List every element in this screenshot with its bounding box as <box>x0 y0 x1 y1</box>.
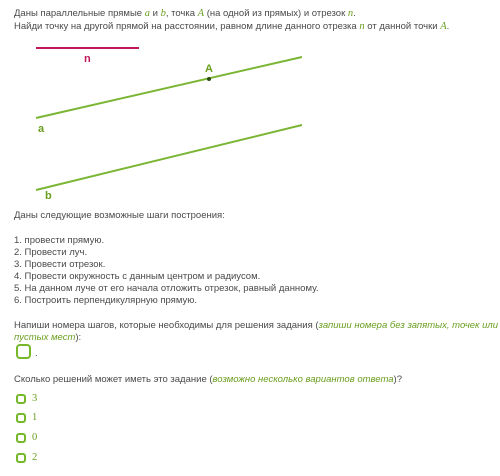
option-checkbox[interactable] <box>16 413 26 423</box>
step-item: 3. Провести отрезок. <box>14 259 106 270</box>
line-a-label: a <box>38 123 45 135</box>
math-a: a <box>144 8 150 19</box>
point-A-label: A <box>205 63 213 75</box>
answer-steps-input[interactable] <box>16 344 31 359</box>
option-label: 0 <box>32 432 38 443</box>
answer-dot: . <box>35 348 38 359</box>
option-label: 3 <box>32 393 38 404</box>
question-2-text: Сколько решений может иметь это задание (возможно несколько вариантов ответа)? <box>14 374 402 385</box>
option-checkbox[interactable] <box>16 453 26 463</box>
question-1-text: Напиши номера шагов, которые необходимы для решения задания (запиши номера без запятых, точек или <box>14 320 499 331</box>
math-n-2: n <box>359 21 365 32</box>
step-item: 6. Построить перпендикулярную прямую. <box>14 295 197 306</box>
option-checkbox[interactable] <box>16 394 26 404</box>
point-A <box>207 77 211 81</box>
option-label: 2 <box>32 452 38 463</box>
step-item: 1. провести прямую. <box>14 235 105 246</box>
line-b <box>36 125 302 190</box>
math-A: A <box>197 8 205 19</box>
steps-list <box>14 235 319 307</box>
steps-intro: Даны следующие возможные шаги построения: <box>14 210 225 221</box>
option-row[interactable] <box>16 452 37 463</box>
option-row[interactable] <box>16 393 37 404</box>
option-row[interactable] <box>16 432 37 443</box>
task-line-2: Найди точку на другой прямой на расстоянии, равном длине данного отрезка n от данной точки A. <box>14 21 450 32</box>
segment-n-label: n <box>84 53 91 65</box>
question-1-text-2: пустых мест): <box>14 332 82 343</box>
question-1-hint-2: пустых мест <box>14 332 76 343</box>
option-checkbox[interactable] <box>16 433 26 443</box>
math-n: n <box>347 8 354 19</box>
task-line-1: Даны параллельные прямые a и b, точка A (на одной из прямых) и отрезок n. <box>14 8 356 19</box>
line-b-label: b <box>45 190 52 202</box>
option-row[interactable] <box>16 412 37 423</box>
geometry-figure <box>0 0 500 210</box>
math-A-2: A <box>440 21 447 32</box>
step-item: 4. Провести окружность с данным центром и радиусом. <box>14 271 261 282</box>
question-1-hint: запиши номера без запятых, точек или <box>318 320 499 331</box>
option-label: 1 <box>32 412 38 423</box>
step-item: 2. Провести луч. <box>14 247 88 258</box>
line-a <box>36 57 302 118</box>
math-b: b <box>160 8 166 19</box>
step-item: 5. На данном луче от его начала отложить отрезок, равный данному. <box>14 283 319 294</box>
question-2-hint: возможно несколько вариантов ответа <box>212 374 394 385</box>
